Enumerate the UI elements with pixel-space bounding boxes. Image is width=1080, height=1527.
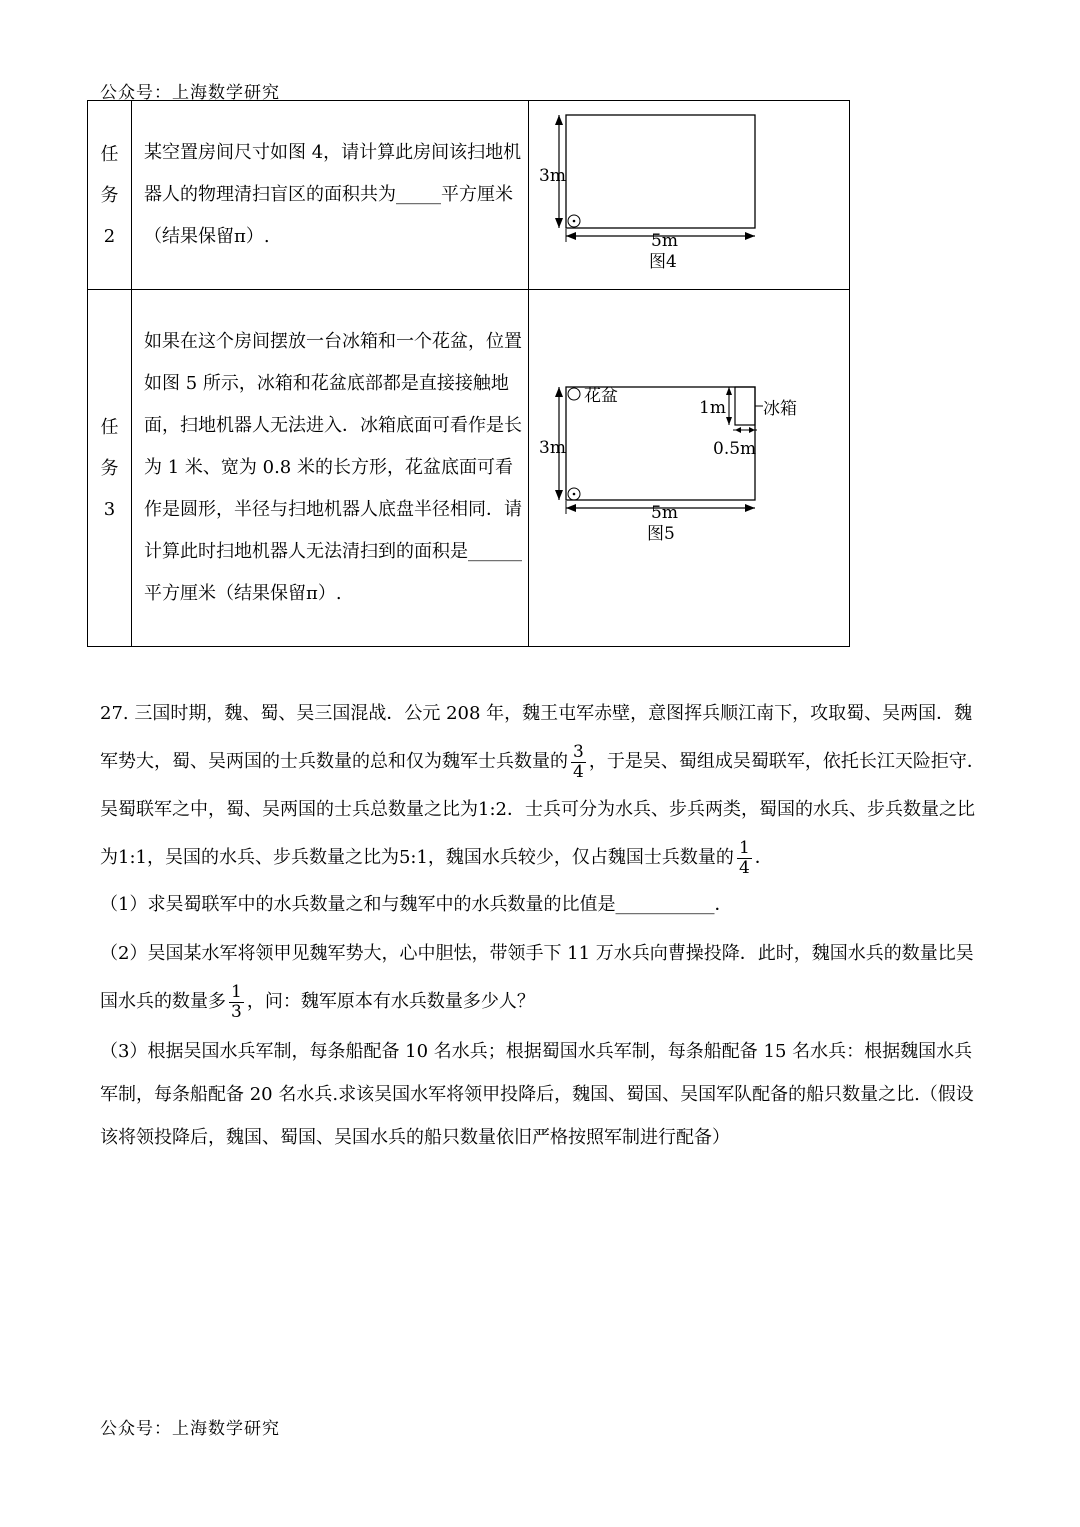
task-row-3	[88, 290, 850, 647]
task-table	[87, 100, 850, 647]
width-label: 5m	[651, 231, 678, 251]
task-label: 任 务 2	[88, 101, 132, 290]
page-header: 公众号：上海数学研究	[100, 83, 280, 103]
task-row-2	[88, 101, 850, 290]
figure-caption: 图5	[647, 524, 675, 544]
fridge-width-label: 0.5m	[713, 439, 757, 459]
height-label: 3m	[539, 438, 566, 458]
room-diagram-4	[529, 101, 849, 285]
question-27-part-3: （3）根据吴国水兵军制，每条船配备 10 名水兵；根据蜀国水兵军制，每条船配备 15 名水兵：根据魏国水兵军制，每条船配备 20 名水兵.求该吴国水军将领甲投降后，魏国、蜀国、吴国军队配备的船只数量之比.（假设该将领投降后，魏国、蜀国、吴国水兵的船只数量依旧严格按照军制进行配备）	[100, 1041, 974, 1148]
fridge-depth-label: 1m	[699, 398, 726, 418]
figure-5	[529, 290, 850, 647]
figure-4	[529, 101, 850, 290]
task-text: 某空置房间尺寸如图 4，请计算此房间该扫地机器人的物理清扫盲区的面积共为_____平方厘米（结果保留π）.	[132, 101, 529, 290]
question-27-part-1: （1）求吴蜀联军中的水兵数量之和与魏军中的水兵数量的比值是___________．	[100, 894, 733, 915]
task-label: 任 务 3	[88, 290, 132, 647]
width-label: 5m	[651, 503, 678, 523]
fraction-1-3: $\frac{1}{3}$	[231, 981, 242, 1022]
figure-caption: 图4	[649, 252, 677, 272]
question-27: 27. 三国时期，魏、蜀、吴三国混战．公元 208 年，魏王屯军赤壁，意图挥兵顺江南下，攻取蜀、吴两国．魏军势大，蜀、吴两国的士兵数量的总和仅为魏军士兵数量的 $\frac{3}{4}$ ，于是吴、蜀组成吴蜀联军，依托长江天险拒守．吴蜀联军之中，蜀、吴两国的士兵总数量之比为1:2．士兵可分为水兵、步兵两类，蜀国的水兵、步兵数量之比为1:1，吴国的水兵、步兵数量之比为5:1，魏国水兵较少，仅占魏国士兵数量的 $\frac{1}{4}$ ．	[100, 703, 985, 878]
question-27-part-2: （2）吴国某水军将领甲见魏军势大，心中胆怯，带领手下 11 万水兵向曹操投降．此时，魏国水兵的数量比吴国水兵的数量多 $\frac{1}{3}$ ，问：魏军原本有水兵数量多少人？	[100, 943, 974, 1022]
fridge-label: 冰箱	[763, 399, 797, 419]
fraction-1-4: $\frac{1}{4}$	[738, 837, 750, 878]
page-footer: 公众号：上海数学研究	[100, 1419, 280, 1439]
fraction-3-4: $\frac{3}{4}$	[573, 741, 584, 782]
height-label: 3m	[539, 166, 566, 186]
task-text: 如果在这个房间摆放一台冰箱和一个花盆，位置如图 5 所示，冰箱和花盆底部都是直接接触地面，扫地机器人无法进入．冰箱底面可看作是长为 1 米、宽为 0.8 米的长方形，花盆底面可看作是圆形，半径与扫地机器人底盘半径相同．请计算此时扫地机器人无法清扫到的面积是______平方厘米（结果保留π）.	[132, 290, 529, 647]
pot-label: 花盆	[584, 386, 618, 406]
room-diagram-5	[529, 290, 849, 642]
